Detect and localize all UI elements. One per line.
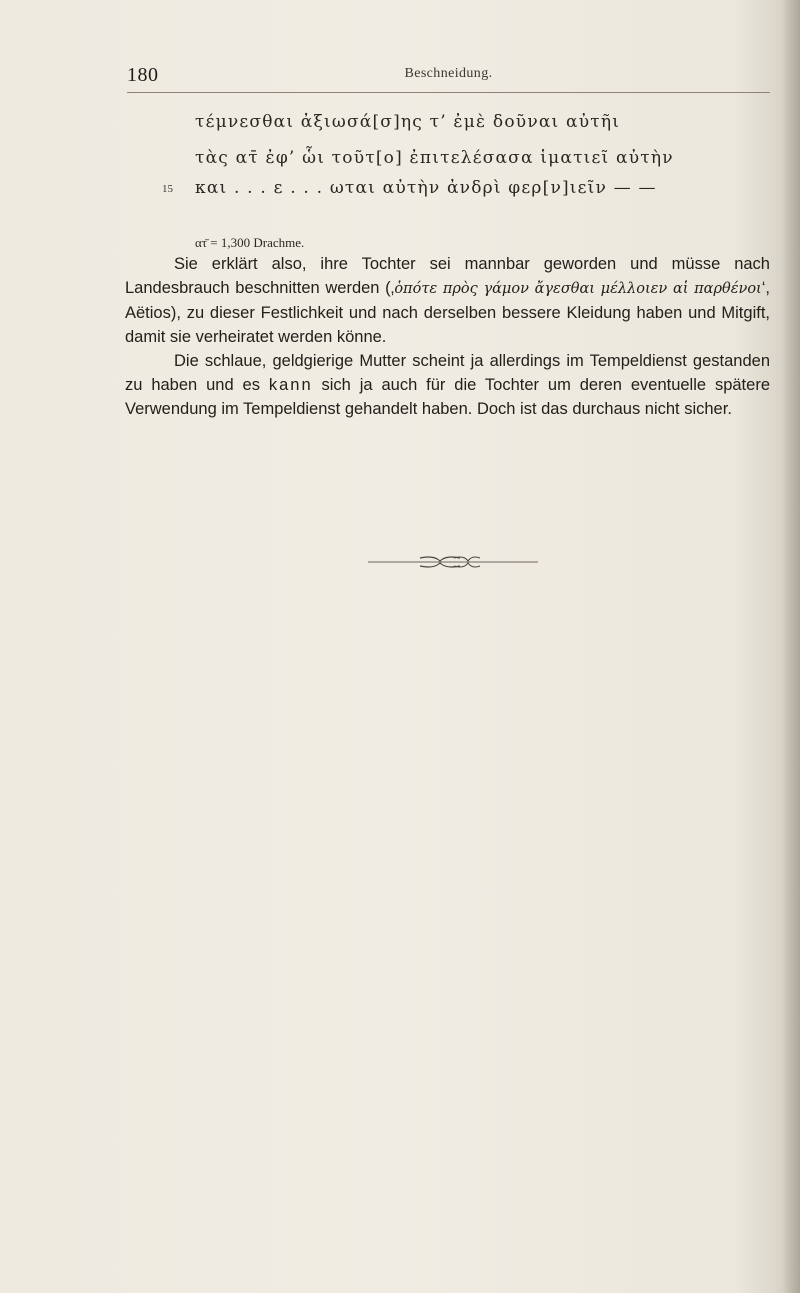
spaced-emphasis: kann (268, 376, 313, 394)
ornament-divider-icon (368, 552, 538, 572)
paragraph-2 (125, 349, 770, 421)
greek-line-2: τὰς ατ̄ ἐφ’ ὧι τοῦτ[ο] ἐπιτελέσασα ἱματιεῖ αὐτὴν (195, 148, 674, 168)
header-rule (127, 92, 770, 93)
running-head (127, 64, 770, 92)
body-text (125, 252, 770, 421)
paragraph-2-text-a: Die schlaue, geldgierige Mutter scheint ja allerdings im Tempeldienst gestanden zu haben und es (125, 352, 770, 394)
greek-line-1: τέμνεσθαι ἀξιωσά[σ]ης τ’ ἐμὲ δοῦναι αὐτῆι (195, 112, 621, 132)
paragraph-1 (125, 252, 770, 349)
paragraph-2-text-b: sich ja auch für die Tochter um deren eventuelle spätere Verwendung im Tempeldienst gehandelt haben. Doch ist das durchaus nicht sicher. (125, 376, 770, 418)
page-edge-shadow (782, 0, 800, 1293)
paragraph-1-text-b: ‘, Aëtios), zu dieser Festlichkeit und nach derselben bessere Kleidung haben und Mitgift, damit sie verheiratet werden könne. (125, 279, 770, 346)
footnote: ατ̄ = 1,300 Drachme. (195, 235, 305, 250)
greek-quote: ὁπότε πρὸς γάμον ἄγεσθαι μέλλοιεν αἱ παρθένοι (394, 281, 762, 297)
paragraph-1-text-a: Sie erklärt also, ihre Tochter sei mannbar geworden und müsse nach Landesbrauch beschnitten werden (‚ (125, 255, 770, 297)
line-number: 15 (162, 183, 173, 195)
page-header: Beschneidung. (404, 66, 493, 81)
greek-line-3: και . . . ε . . . ωται αὐτὴν ἀνδρὶ φερ[ν]ιεῖν — — (195, 178, 657, 198)
ornament-divider (368, 552, 538, 572)
page-number: 180 (127, 64, 159, 86)
